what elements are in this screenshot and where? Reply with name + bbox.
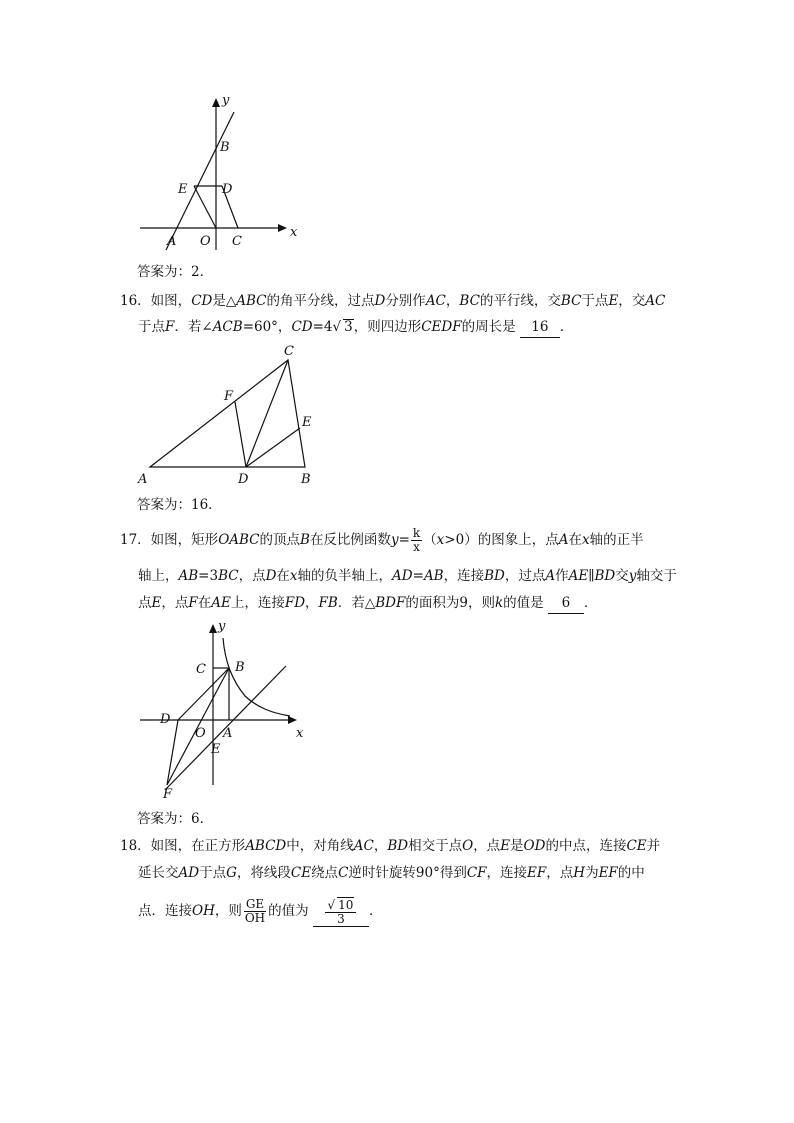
q18-text: 绕点 — [311, 865, 339, 881]
q16-var: D — [374, 293, 386, 309]
q18-var: O — [462, 838, 474, 854]
question-17-line-3 — [138, 593, 597, 614]
q17-var: OABC — [218, 532, 260, 548]
label-d: D — [238, 472, 249, 487]
fraction-numerator: k — [412, 526, 421, 540]
q17-text: = — [412, 568, 424, 584]
q18-var: CE — [290, 865, 312, 881]
q18-var: G — [226, 865, 237, 881]
label-e: E — [302, 415, 312, 430]
q17-text: 的值是 — [503, 595, 544, 611]
label-f: F — [224, 389, 234, 404]
label-d: D — [160, 712, 171, 727]
q17-var: x — [436, 532, 445, 548]
label-y: y — [222, 93, 230, 108]
label-b: B — [301, 472, 311, 487]
label-d: D — [222, 182, 233, 197]
q17-var: FB — [318, 595, 338, 611]
q17-text: 在 — [276, 568, 290, 584]
line-ab — [166, 112, 234, 250]
q16-text: 16．如图， — [120, 293, 192, 309]
answer-16: 答案为：16． — [137, 497, 222, 513]
q18-text: 点．连接 — [138, 903, 192, 919]
q17-var: E — [151, 595, 162, 611]
q17-text: 交 — [615, 568, 629, 584]
q18-text: 的值为 — [268, 903, 309, 919]
q17-answer-blank: 6 — [548, 593, 584, 614]
q16-text: ，则四边形 — [353, 319, 422, 335]
fraction-numerator — [325, 897, 356, 913]
question-16-line-2 — [138, 317, 573, 338]
fraction-denominator: 3 — [337, 912, 345, 926]
q16-text: =4 — [312, 319, 333, 335]
q16-var: BC — [560, 293, 582, 309]
q16-var: CEDF — [421, 319, 462, 335]
q17-var: BC — [218, 568, 239, 584]
q17-var: FD — [284, 595, 306, 611]
q18-text: 的中点，连接 — [545, 838, 627, 854]
fraction-denominator: x — [413, 540, 420, 554]
q17-var: F — [188, 595, 198, 611]
q17-var: BD — [484, 568, 505, 584]
label-c: C — [284, 344, 294, 359]
q17-var: AB — [178, 568, 199, 584]
q18-text: 并 — [646, 838, 661, 854]
q18-var: EF — [598, 865, 618, 881]
q17-text: = — [398, 532, 410, 548]
q16-text: 于点 — [581, 293, 609, 309]
q16-text: 的周长是 — [461, 319, 516, 335]
q16-text: 的角平分线，过点 — [266, 293, 375, 309]
q16-text: 于点 — [138, 319, 165, 335]
x-axis-arrow-icon — [278, 224, 287, 232]
q17-text: 的面积为9，则 — [405, 595, 495, 611]
q17-text: ，过点 — [504, 568, 546, 584]
q16-var: CD — [191, 293, 213, 309]
q17-text: 在反比例函数 — [309, 532, 391, 548]
fraction-ge-over-oh — [243, 898, 267, 925]
q17-var: AD — [392, 568, 413, 584]
sqrt-icon: √ — [332, 319, 342, 335]
figure-15 — [130, 88, 310, 253]
q17-text: 轴交于 — [636, 568, 677, 584]
q18-text: 延长交 — [138, 865, 179, 881]
q17-var: D — [265, 568, 277, 584]
question-16-line-1 — [120, 291, 665, 311]
q17-text: >0）的图象上，点 — [444, 532, 559, 548]
q18-var: CE — [626, 838, 647, 854]
q18-text: 逆时针旋转90°得到 — [348, 865, 467, 881]
answer-17: 答案为：6． — [137, 811, 214, 827]
q18-text: ，点 — [546, 865, 574, 881]
q18-text: 中，对角线 — [286, 838, 354, 854]
q17-text: ，连接 — [443, 568, 485, 584]
q16-var: ACB — [212, 319, 243, 335]
q17-text: 17．如图，矩形 — [120, 532, 219, 548]
q17-var: A — [558, 532, 569, 548]
q18-text: 于点 — [199, 865, 227, 881]
q17-var: AE — [568, 568, 589, 584]
q17-var: x — [581, 532, 590, 548]
fraction-answer — [325, 897, 356, 926]
segment-eo — [194, 186, 216, 228]
label-x: x — [296, 726, 304, 741]
q18-var: EF — [527, 865, 547, 881]
q17-var: y — [628, 568, 637, 584]
q18-var: BD — [387, 838, 409, 854]
hyperbola-curve — [223, 638, 290, 716]
q17-text: 轴的负半轴上， — [297, 568, 393, 584]
q16-var: AC — [645, 293, 666, 309]
q18-text: ． — [368, 903, 383, 919]
q17-text: ．若△ — [337, 595, 376, 611]
parallel-icon: ∥ — [588, 568, 595, 584]
q16-text: ， — [445, 293, 460, 309]
q18-text: 18．如图，在正方形 — [120, 838, 246, 854]
q18-text: 是 — [510, 838, 524, 854]
q16-text: ．若∠ — [174, 319, 213, 335]
q16-sqrt-arg: 3 — [344, 319, 353, 335]
q16-var: CD — [291, 319, 313, 335]
q17-var: k — [494, 595, 504, 611]
q18-var: E — [500, 838, 511, 854]
q16-var: ABC — [236, 293, 267, 309]
q18-text: ，将线段 — [236, 865, 291, 881]
q18-var: C — [338, 865, 349, 881]
q17-text: 上，连接 — [230, 595, 285, 611]
q18-text: 为 — [585, 865, 599, 881]
x-axis-arrow-icon — [288, 716, 297, 724]
q16-var: BC — [459, 293, 480, 309]
q17-text: ，点 — [238, 568, 266, 584]
q16-answer-blank: 16 — [520, 317, 560, 338]
q17-text: 轴上， — [138, 568, 179, 584]
label-o: O — [195, 726, 206, 741]
q18-text: ，连接 — [486, 865, 528, 881]
segment-df — [235, 402, 246, 467]
q18-text: ， — [373, 838, 388, 854]
label-o: O — [200, 234, 211, 249]
q18-text: 相交于点 — [408, 838, 463, 854]
q18-var: AD — [178, 865, 200, 881]
q18-answer-blank — [313, 897, 369, 927]
question-17-line-1 — [120, 527, 644, 554]
q17-text: 点 — [138, 595, 152, 611]
figure-16 — [130, 340, 330, 490]
q17-var: AE — [211, 595, 231, 611]
q18-text: 的中 — [617, 865, 645, 881]
q16-text: 的平行线，交 — [479, 293, 561, 309]
label-a: A — [138, 472, 148, 487]
question-18-line-1 — [120, 836, 660, 856]
label-a: A — [167, 234, 177, 249]
q16-text: ． — [559, 319, 574, 335]
q18-var: CF — [466, 865, 487, 881]
q18-text: ，点 — [473, 838, 501, 854]
question-18-line-2 — [138, 863, 645, 883]
q18-sqrt-arg: 10 — [338, 898, 354, 912]
label-b: B — [220, 140, 230, 155]
label-c: C — [196, 662, 206, 677]
q16-text: ，交 — [618, 293, 646, 309]
q18-var: H — [573, 865, 586, 881]
q17-text: ， — [305, 595, 319, 611]
q17-text: 在 — [568, 532, 582, 548]
q18-text: ，则 — [214, 903, 242, 919]
q18-var: OH — [192, 903, 215, 919]
q16-var: E — [608, 293, 619, 309]
question-17-line-2 — [138, 566, 677, 586]
q17-text: 的顶点 — [259, 532, 301, 548]
label-y: y — [218, 619, 226, 634]
answer-15: 答案为：2． — [137, 264, 214, 280]
label-b: B — [235, 660, 245, 675]
q16-var: AC — [425, 293, 446, 309]
figure-17 — [130, 615, 320, 805]
q17-text: （ — [423, 532, 437, 548]
label-x: x — [290, 225, 298, 240]
fraction-denominator: OH — [244, 911, 266, 925]
label-a: A — [223, 726, 233, 741]
q17-var: BDF — [375, 595, 406, 611]
label-e: E — [211, 742, 221, 757]
q17-text: 轴的正半 — [589, 532, 644, 548]
q17-text: 作 — [555, 568, 569, 584]
q17-text: 在 — [197, 595, 212, 611]
y-axis-arrow-icon — [209, 624, 217, 633]
q17-var: y — [390, 532, 399, 548]
fraction-numerator: GE — [245, 897, 265, 911]
label-c: C — [232, 234, 242, 249]
q18-var: ABCD — [245, 838, 287, 854]
q18-var: OD — [523, 838, 546, 854]
q16-text: 是△ — [212, 293, 237, 309]
q16-var: F — [165, 319, 175, 335]
question-18-line-3 — [138, 897, 382, 927]
q16-text: 分别作 — [385, 293, 426, 309]
q16-text: =60°， — [242, 319, 292, 335]
y-axis-arrow-icon — [212, 98, 220, 107]
sqrt-icon: √ — [327, 898, 336, 912]
q17-var: B — [300, 532, 310, 548]
label-f: F — [163, 787, 173, 802]
q17-var: BD — [594, 568, 616, 584]
fraction-k-over-x — [411, 527, 422, 554]
label-e: E — [178, 182, 188, 197]
q17-var: A — [545, 568, 556, 584]
q17-var: AB — [423, 568, 444, 584]
q17-var: x — [289, 568, 298, 584]
q17-text: ，点 — [161, 595, 189, 611]
q18-var: AC — [353, 838, 374, 854]
q17-text: =3 — [198, 568, 219, 584]
q17-text: ． — [583, 595, 598, 611]
